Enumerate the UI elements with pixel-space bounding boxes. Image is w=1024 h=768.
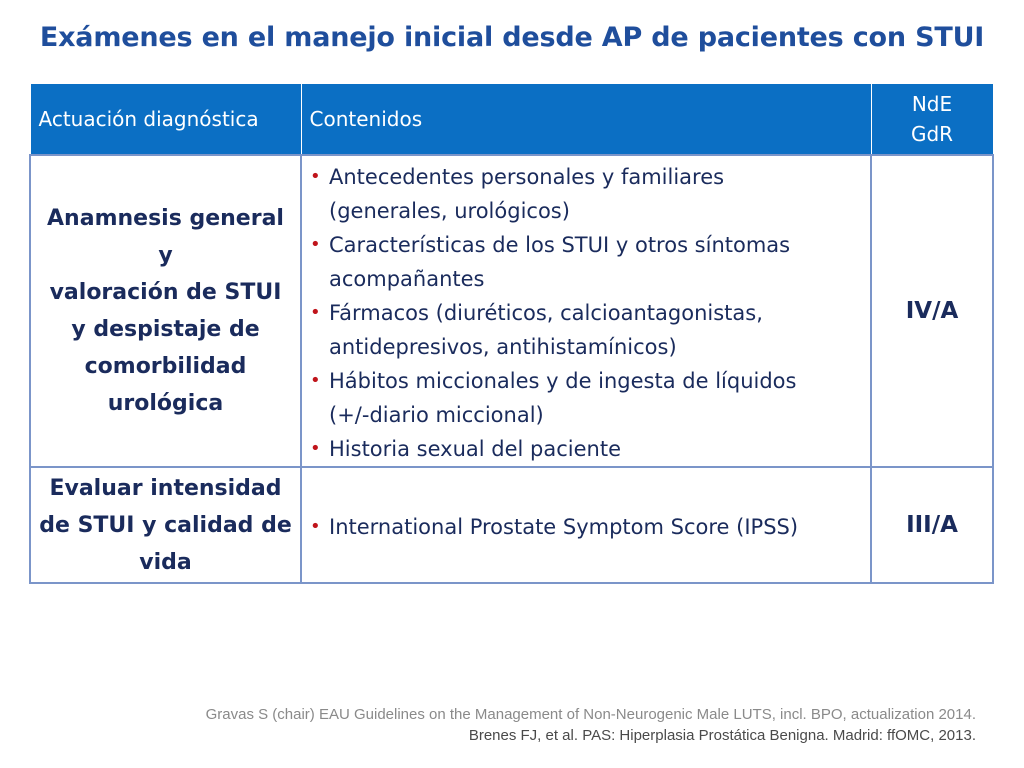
list-item bbox=[310, 296, 862, 364]
evidence-grade-cell: III/A bbox=[871, 467, 993, 583]
contents-cell bbox=[301, 155, 871, 467]
list-item-line: antidepresivos, antihistamínicos) bbox=[329, 335, 677, 359]
references bbox=[206, 704, 976, 746]
reference-line: Brenes FJ, et al. PAS: Hiperplasia Prostática Benigna. Madrid: ffOMC, 2013. bbox=[468, 727, 976, 744]
list-item bbox=[310, 160, 862, 228]
diagnostic-line: vida bbox=[139, 549, 192, 575]
diagnostic-line: Anamnesis general bbox=[47, 206, 284, 231]
list-item bbox=[310, 432, 862, 466]
header-evidence-grade bbox=[871, 84, 993, 155]
list-item-line: Fármacos (diuréticos, calcioantagonistas, bbox=[329, 301, 763, 325]
slide-title: Exámenes en el manejo inicial desde AP de pacientes con STUI bbox=[39, 22, 985, 53]
contents-list bbox=[310, 156, 862, 466]
reference-line: Gravas S (chair) EAU Guidelines on the Management of Non-Neurogenic Male LUTS, incl. BPO, actualization 2014. bbox=[205, 706, 976, 723]
guidelines-table bbox=[29, 84, 994, 584]
diagnostic-line: de STUI y calidad de bbox=[39, 512, 292, 538]
table-row bbox=[30, 467, 993, 583]
diagnostic-line: Evaluar intensidad bbox=[49, 475, 282, 501]
bullet-icon: • bbox=[310, 302, 321, 323]
bullet-icon: • bbox=[310, 370, 321, 391]
diagnostic-cell bbox=[30, 467, 301, 583]
bullet-icon: • bbox=[310, 234, 321, 255]
list-item-line: Características de los STUI y otros síntomas bbox=[329, 233, 791, 257]
contents-cell bbox=[301, 467, 871, 583]
list-item-line: (+/-diario miccional) bbox=[329, 403, 544, 427]
diagnostic-line: y bbox=[158, 243, 173, 268]
table-header-row bbox=[30, 84, 993, 155]
diagnostic-cell bbox=[30, 155, 301, 467]
list-item-line: Hábitos miccionales y de ingesta de líquidos bbox=[329, 369, 797, 393]
list-item-line: International Prostate Symptom Score (IPSS) bbox=[329, 515, 799, 539]
list-item-line: acompañantes bbox=[329, 267, 485, 291]
diagnostic-line: y despistaje de bbox=[71, 317, 260, 342]
header-diagnostic: Actuación diagnóstica bbox=[30, 84, 301, 155]
table-row bbox=[30, 155, 993, 467]
list-item-line: Historia sexual del paciente bbox=[329, 437, 621, 461]
bullet-icon: • bbox=[310, 516, 321, 537]
diagnostic-line: urológica bbox=[107, 391, 224, 416]
header-contents: Contenidos bbox=[301, 84, 871, 155]
list-item bbox=[310, 510, 862, 544]
evidence-grade-cell: IV/A bbox=[871, 155, 993, 467]
diagnostic-line: valoración de STUI bbox=[49, 280, 282, 305]
list-item-line: (generales, urológicos) bbox=[329, 199, 570, 223]
contents-list bbox=[310, 506, 862, 544]
list-item bbox=[310, 228, 862, 296]
list-item-line: Antecedentes personales y familiares bbox=[329, 165, 725, 189]
header-gdr: GdR bbox=[910, 122, 954, 146]
header-nde: NdE bbox=[911, 92, 953, 116]
bullet-icon: • bbox=[310, 166, 321, 187]
diagnostic-line: comorbilidad bbox=[84, 354, 247, 379]
bullet-icon: • bbox=[310, 438, 321, 459]
list-item bbox=[310, 364, 862, 432]
